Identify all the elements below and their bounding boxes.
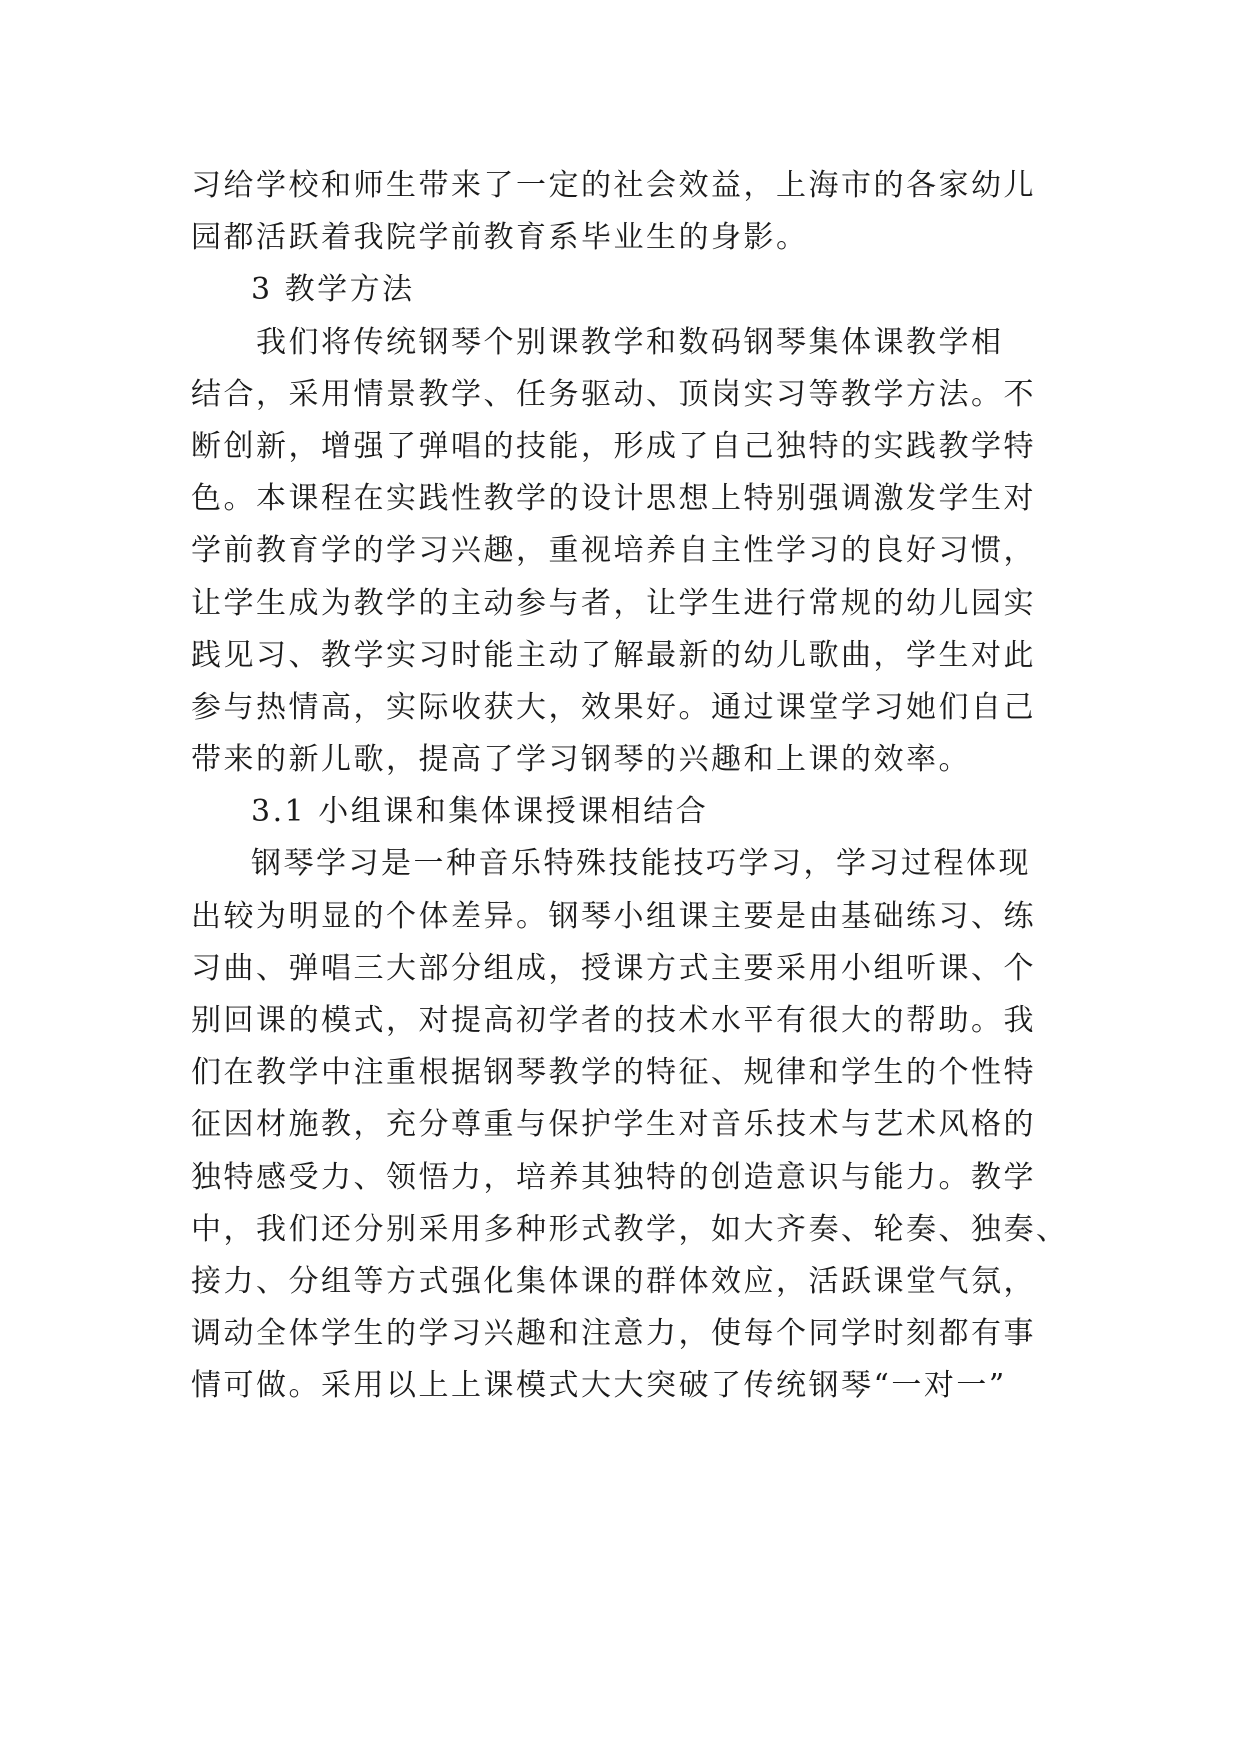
text-line: 中，我们还分别采用多种形式教学，如大齐奏、轮奏、独奏、	[191, 1211, 1069, 1247]
text-line: 征因材施教，充分尊重与保护学生对音乐技术与艺术风格的	[191, 1107, 1036, 1143]
text-line: 接力、分组等方式强化集体课的群体效应，活跃课堂气氛，	[191, 1263, 1036, 1299]
text-line: 参与热情高，实际收获大，效果好。通过课堂学习她们自己	[191, 689, 1036, 725]
text-line: 出较为明显的个体差异。钢琴小组课主要是由基础练习、练	[191, 898, 1036, 934]
text-line: 们在教学中注重根据钢琴教学的特征、规律和学生的个性特	[191, 1055, 1036, 1091]
text-line: 我们将传统钢琴个别课教学和数码钢琴集体课教学相	[256, 324, 1004, 360]
text-line: 独特感受力、领悟力，培养其独特的创造意识与能力。教学	[191, 1159, 1036, 1195]
text-line: 习曲、弹唱三大部分组成，授课方式主要采用小组听课、个	[191, 950, 1036, 986]
subsection-heading: 3.1 小组课和集体课授课相结合	[251, 794, 709, 830]
text-line: 钢琴学习是一种音乐特殊技能技巧学习，学习过程体现	[251, 846, 1031, 882]
text-line: 让学生成为教学的主动参与者，让学生进行常规的幼儿园实	[191, 585, 1036, 621]
body-text	[191, 160, 1071, 1413]
text-line: 学前教育学的学习兴趣，重视培养自主性学习的良好习惯，	[191, 533, 1036, 569]
text-line: 园都活跃着我院学前教育系毕业生的身影。	[191, 220, 809, 256]
section-heading: 3 教学方法	[251, 272, 415, 308]
text-line: 结合，采用情景教学、任务驱动、顶岗实习等教学方法。不	[191, 376, 1036, 412]
text-line: 断创新，增强了弹唱的技能，形成了自己独特的实践教学特	[191, 428, 1036, 464]
text-line: 带来的新儿歌，提高了学习钢琴的兴趣和上课的效率。	[191, 742, 971, 778]
text-line: 习给学校和师生带来了一定的社会效益，上海市的各家幼儿	[191, 168, 1036, 203]
text-line: 别回课的模式，对提高初学者的技术水平有很大的帮助。我	[191, 1003, 1036, 1038]
text-line: 色。本课程在实践性教学的设计思想上特别强调激发学生对	[191, 481, 1036, 517]
text-line: 调动全体学生的学习兴趣和注意力，使每个同学时刻都有事	[191, 1316, 1036, 1352]
text-line: 践见习、教学实习时能主动了解最新的幼儿歌曲，学生对此	[191, 637, 1036, 673]
text-line: 情可做。采用以上上课模式大大突破了传统钢琴“一对一”	[191, 1368, 1007, 1404]
